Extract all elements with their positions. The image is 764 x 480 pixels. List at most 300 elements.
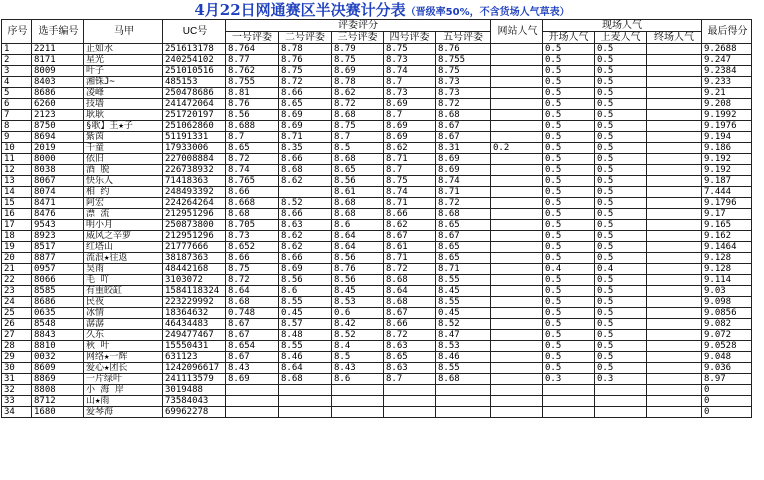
cell-live-mic: 0.5 [595, 220, 647, 231]
cell-uc: 18364632 [163, 308, 226, 319]
cell-uc: 69962278 [163, 407, 226, 418]
cell-judge-2: 8.56 [279, 275, 332, 286]
cell-vest: 红塔山 [84, 242, 163, 253]
cell-judge-2: 8.62 [279, 231, 332, 242]
cell-web [491, 187, 543, 198]
cell-judge-1: 8.66 [226, 187, 279, 198]
table-row [2, 66, 752, 77]
cell-final: 9.247 [702, 55, 752, 66]
cell-seq: 3 [2, 66, 32, 77]
cell-live-end [647, 220, 702, 231]
cell-seq: 28 [2, 341, 32, 352]
table-row [2, 198, 752, 209]
cell-judge-2: 8.72 [279, 77, 332, 88]
cell-live-end [647, 143, 702, 154]
cell-uc: 224264264 [163, 198, 226, 209]
header-judge-3: 三号评委 [332, 32, 384, 44]
cell-live-open: 0.5 [543, 352, 595, 363]
cell-uc: 251613178 [163, 44, 226, 55]
cell-final: 9.1796 [702, 198, 752, 209]
cell-judge-3: 8.42 [332, 319, 384, 330]
cell-web: 0.2 [491, 143, 543, 154]
table-row [2, 308, 752, 319]
cell-player-no: 8810 [32, 341, 84, 352]
cell-live-mic: 0.5 [595, 121, 647, 132]
table-row [2, 407, 752, 418]
cell-final: 9.162 [702, 231, 752, 242]
cell-player-no: 8171 [32, 55, 84, 66]
cell-player-no: 8869 [32, 374, 84, 385]
cell-seq: 21 [2, 264, 32, 275]
cell-live-open: 0.5 [543, 77, 595, 88]
table-row [2, 99, 752, 110]
cell-judge-2 [279, 187, 332, 198]
cell-judge-4: 8.75 [384, 176, 436, 187]
cell-final: 0 [702, 396, 752, 407]
cell-final: 9.233 [702, 77, 752, 88]
cell-seq: 23 [2, 286, 32, 297]
cell-judge-3: 8.56 [332, 176, 384, 187]
cell-judge-1: 8.654 [226, 341, 279, 352]
cell-web [491, 374, 543, 385]
cell-vest: 有重皎缸 [84, 286, 163, 297]
cell-judge-5: 8.68 [436, 110, 491, 121]
cell-player-no: 2019 [32, 143, 84, 154]
cell-seq: 1 [2, 44, 32, 55]
cell-judge-3: 8.45 [332, 286, 384, 297]
cell-judge-5: 8.55 [436, 275, 491, 286]
cell-judge-4: 8.68 [384, 297, 436, 308]
cell-vest: 湘铢J~ [84, 77, 163, 88]
cell-live-mic: 0.5 [595, 165, 647, 176]
cell-judge-1: 8.68 [226, 209, 279, 220]
cell-live-mic: 0.5 [595, 286, 647, 297]
cell-web [491, 121, 543, 132]
cell-judge-2: 8.57 [279, 319, 332, 330]
cell-live-end [647, 176, 702, 187]
cell-player-no: 2211 [32, 44, 84, 55]
cell-judge-3: 8.7 [332, 132, 384, 143]
cell-judge-4: 8.67 [384, 308, 436, 319]
cell-seq: 12 [2, 165, 32, 176]
cell-live-end [647, 55, 702, 66]
cell-player-no: 8877 [32, 253, 84, 264]
cell-live-open [543, 407, 595, 418]
cell-web [491, 407, 543, 418]
cell-judge-4: 8.73 [384, 55, 436, 66]
cell-live-end [647, 396, 702, 407]
cell-judge-4: 8.71 [384, 198, 436, 209]
cell-web [491, 308, 543, 319]
cell-uc: 250478686 [163, 88, 226, 99]
cell-web [491, 396, 543, 407]
cell-judge-1: 8.668 [226, 198, 279, 209]
cell-final: 9.192 [702, 154, 752, 165]
cell-seq: 34 [2, 407, 32, 418]
cell-final: 9.036 [702, 363, 752, 374]
table-row [2, 242, 752, 253]
header-player-no: 选手编号 [32, 20, 84, 44]
cell-judge-5: 8.73 [436, 77, 491, 88]
cell-seq: 30 [2, 363, 32, 374]
header-web: 网站人气 [491, 20, 543, 44]
cell-vest: §歌】王★子 [84, 121, 163, 132]
cell-web [491, 385, 543, 396]
cell-judge-1: 8.75 [226, 264, 279, 275]
cell-web [491, 77, 543, 88]
cell-vest: 阿宏 [84, 198, 163, 209]
cell-judge-5: 8.55 [436, 297, 491, 308]
cell-uc: 46434483 [163, 319, 226, 330]
cell-judge-1: 8.43 [226, 363, 279, 374]
cell-judge-2: 8.66 [279, 253, 332, 264]
cell-judge-5: 8.67 [436, 121, 491, 132]
cell-judge-2: 8.35 [279, 143, 332, 154]
cell-judge-3: 8.4 [332, 341, 384, 352]
cell-vest: 叶子 [84, 66, 163, 77]
cell-live-mic: 0.3 [595, 374, 647, 385]
cell-live-mic: 0.5 [595, 198, 647, 209]
cell-judge-5: 8.55 [436, 363, 491, 374]
cell-live-end [647, 242, 702, 253]
cell-final: 9.192 [702, 165, 752, 176]
cell-judge-1: 8.76 [226, 99, 279, 110]
cell-uc: 3019488 [163, 385, 226, 396]
table-row [2, 121, 752, 132]
cell-uc: 17933006 [163, 143, 226, 154]
cell-web [491, 319, 543, 330]
cell-player-no: 8074 [32, 187, 84, 198]
cell-vest: 小 海 岸 [84, 385, 163, 396]
cell-judge-2: 8.69 [279, 264, 332, 275]
cell-judge-4 [384, 396, 436, 407]
cell-judge-5: 8.67 [436, 231, 491, 242]
cell-live-open: 0.5 [543, 176, 595, 187]
cell-judge-4: 8.7 [384, 110, 436, 121]
cell-final: 9.098 [702, 297, 752, 308]
header-judge-4: 四号评委 [384, 32, 436, 44]
cell-uc: 223229992 [163, 297, 226, 308]
cell-judge-3: 8.43 [332, 363, 384, 374]
cell-seq: 11 [2, 154, 32, 165]
cell-judge-3 [332, 396, 384, 407]
cell-vest: 酒 脱 [84, 165, 163, 176]
table-row [2, 209, 752, 220]
cell-live-open: 0.5 [543, 110, 595, 121]
cell-final: 9.0856 [702, 308, 752, 319]
cell-judge-3: 8.65 [332, 165, 384, 176]
cell-live-end [647, 99, 702, 110]
cell-web [491, 132, 543, 143]
header-live-end: 终场人气 [647, 32, 702, 44]
cell-judge-4: 8.69 [384, 121, 436, 132]
cell-judge-1: 8.77 [226, 55, 279, 66]
cell-judge-1 [226, 385, 279, 396]
header-judge-1: 一号评委 [226, 32, 279, 44]
cell-judge-2: 8.69 [279, 121, 332, 132]
cell-judge-3: 8.76 [332, 264, 384, 275]
cell-live-mic: 0.5 [595, 363, 647, 374]
cell-web [491, 363, 543, 374]
cell-live-mic: 0.5 [595, 242, 647, 253]
cell-seq: 31 [2, 374, 32, 385]
cell-judge-4: 8.63 [384, 341, 436, 352]
cell-uc: 212951296 [163, 231, 226, 242]
cell-web [491, 154, 543, 165]
cell-judge-4: 8.68 [384, 275, 436, 286]
cell-live-open: 0.5 [543, 198, 595, 209]
cell-live-end [647, 407, 702, 418]
cell-vest: 技墙 [84, 99, 163, 110]
cell-judge-3: 8.52 [332, 330, 384, 341]
header-live-open: 开场人气 [543, 32, 595, 44]
cell-judge-2: 8.55 [279, 297, 332, 308]
cell-vest: 威风之辛萝 [84, 231, 163, 242]
header-judge-5: 五号评委 [436, 32, 491, 44]
cell-web [491, 99, 543, 110]
cell-live-open: 0.5 [543, 44, 595, 55]
cell-seq: 13 [2, 176, 32, 187]
cell-seq: 15 [2, 198, 32, 209]
cell-seq: 27 [2, 330, 32, 341]
cell-web [491, 55, 543, 66]
cell-judge-4: 8.61 [384, 242, 436, 253]
cell-judge-2: 0.45 [279, 308, 332, 319]
cell-vest: 快乐人 [84, 176, 163, 187]
cell-vest: 冰情 [84, 308, 163, 319]
table-row [2, 220, 752, 231]
cell-judge-4: 8.67 [384, 231, 436, 242]
cell-judge-1: 8.67 [226, 352, 279, 363]
cell-final: 9.082 [702, 319, 752, 330]
table-row [2, 176, 752, 187]
table-row [2, 187, 752, 198]
cell-uc: 212951296 [163, 209, 226, 220]
cell-judge-1: 8.762 [226, 66, 279, 77]
cell-player-no: 8517 [32, 242, 84, 253]
cell-web [491, 330, 543, 341]
cell-live-end [647, 352, 702, 363]
cell-final: 9.048 [702, 352, 752, 363]
cell-judge-1: 8.56 [226, 110, 279, 121]
cell-judge-2: 8.52 [279, 198, 332, 209]
table-row [2, 231, 752, 242]
cell-judge-3: 8.72 [332, 99, 384, 110]
cell-final: 9.208 [702, 99, 752, 110]
cell-judge-4: 8.7 [384, 77, 436, 88]
cell-seq: 26 [2, 319, 32, 330]
cell-judge-3 [332, 385, 384, 396]
table-row [2, 44, 752, 55]
cell-final: 9.1464 [702, 242, 752, 253]
cell-uc: 631123 [163, 352, 226, 363]
cell-live-open: 0.5 [543, 286, 595, 297]
cell-judge-1: 8.688 [226, 121, 279, 132]
cell-vest: 止如水 [84, 44, 163, 55]
cell-judge-3: 8.75 [332, 121, 384, 132]
cell-live-mic: 0.5 [595, 77, 647, 88]
cell-judge-5 [436, 407, 491, 418]
cell-uc: 240254102 [163, 55, 226, 66]
cell-live-open: 0.5 [543, 231, 595, 242]
cell-final: 0 [702, 385, 752, 396]
cell-judge-3: 8.68 [332, 110, 384, 121]
table-row [2, 77, 752, 88]
cell-judge-2: 8.6 [279, 286, 332, 297]
cell-live-mic: 0.5 [595, 66, 647, 77]
cell-player-no: 8009 [32, 66, 84, 77]
cell-web [491, 66, 543, 77]
cell-judge-3: 8.64 [332, 231, 384, 242]
cell-live-end [647, 209, 702, 220]
cell-live-end [647, 132, 702, 143]
cell-player-no: 8808 [32, 385, 84, 396]
cell-judge-3: 8.68 [332, 209, 384, 220]
cell-player-no: 8686 [32, 88, 84, 99]
cell-judge-2: 8.48 [279, 330, 332, 341]
table-row [2, 264, 752, 275]
cell-judge-2: 8.78 [279, 44, 332, 55]
cell-web [491, 209, 543, 220]
cell-seq: 33 [2, 396, 32, 407]
cell-judge-5: 8.755 [436, 55, 491, 66]
cell-seq: 9 [2, 132, 32, 143]
cell-uc: 250873800 [163, 220, 226, 231]
cell-live-end [647, 286, 702, 297]
cell-seq: 18 [2, 231, 32, 242]
cell-vest: 山★雨 [84, 396, 163, 407]
cell-uc: 1242096617 [163, 363, 226, 374]
cell-final: 9.194 [702, 132, 752, 143]
cell-judge-5: 8.71 [436, 264, 491, 275]
cell-judge-1: 8.72 [226, 275, 279, 286]
cell-web [491, 264, 543, 275]
cell-final: 9.03 [702, 286, 752, 297]
cell-judge-3: 8.6 [332, 220, 384, 231]
cell-live-open: 0.5 [543, 330, 595, 341]
cell-live-open: 0.5 [543, 363, 595, 374]
cell-final: 8.97 [702, 374, 752, 385]
cell-web [491, 44, 543, 55]
cell-judge-2: 8.66 [279, 88, 332, 99]
cell-vest: 一片绿叶 [84, 374, 163, 385]
cell-player-no: 8476 [32, 209, 84, 220]
cell-live-mic: 0.5 [595, 88, 647, 99]
header-uc: UC号 [163, 20, 226, 44]
cell-judge-4 [384, 407, 436, 418]
cell-live-mic: 0.5 [595, 253, 647, 264]
cell-player-no: 0032 [32, 352, 84, 363]
cell-final: 9.072 [702, 330, 752, 341]
table-row [2, 374, 752, 385]
cell-live-open [543, 396, 595, 407]
cell-uc: 71418363 [163, 176, 226, 187]
cell-uc: 1584118324 [163, 286, 226, 297]
cell-uc: 48442168 [163, 264, 226, 275]
table-row [2, 88, 752, 99]
cell-judge-4: 8.72 [384, 264, 436, 275]
cell-judge-5 [436, 396, 491, 407]
cell-web [491, 275, 543, 286]
cell-live-mic [595, 407, 647, 418]
cell-live-mic: 0.5 [595, 187, 647, 198]
cell-live-open: 0.5 [543, 319, 595, 330]
cell-player-no: 8038 [32, 165, 84, 176]
header-final: 最后得分 [702, 20, 752, 44]
table-row [2, 352, 752, 363]
cell-uc: 241472064 [163, 99, 226, 110]
cell-seq: 2 [2, 55, 32, 66]
cell-live-mic: 0.5 [595, 99, 647, 110]
cell-judge-1: 8.652 [226, 242, 279, 253]
title-main: 4月22日网通赛区半决赛计分表 [194, 1, 406, 19]
cell-judge-1: 8.73 [226, 231, 279, 242]
cell-live-open: 0.5 [543, 275, 595, 286]
cell-seq: 25 [2, 308, 32, 319]
table-row [2, 253, 752, 264]
cell-judge-4: 8.71 [384, 154, 436, 165]
cell-judge-3: 8.68 [332, 154, 384, 165]
cell-web [491, 88, 543, 99]
cell-vest: 星光 [84, 55, 163, 66]
cell-judge-5: 8.72 [436, 99, 491, 110]
cell-judge-2: 8.76 [279, 55, 332, 66]
cell-uc: 51191331 [163, 132, 226, 143]
cell-player-no: 1680 [32, 407, 84, 418]
cell-judge-4: 8.74 [384, 66, 436, 77]
cell-judge-1: 8.65 [226, 143, 279, 154]
cell-web [491, 220, 543, 231]
cell-live-mic: 0.5 [595, 319, 647, 330]
cell-uc: 251062860 [163, 121, 226, 132]
cell-judge-5: 8.69 [436, 165, 491, 176]
cell-judge-5: 8.71 [436, 187, 491, 198]
cell-judge-2: 8.63 [279, 220, 332, 231]
cell-uc: 38187363 [163, 253, 226, 264]
cell-live-end [647, 253, 702, 264]
cell-web [491, 198, 543, 209]
cell-judge-4: 8.62 [384, 220, 436, 231]
table-row [2, 396, 752, 407]
cell-player-no: 8686 [32, 297, 84, 308]
cell-seq: 32 [2, 385, 32, 396]
cell-web [491, 242, 543, 253]
cell-seq: 24 [2, 297, 32, 308]
cell-live-end [647, 77, 702, 88]
cell-judge-2: 8.64 [279, 363, 332, 374]
cell-judge-2: 8.66 [279, 209, 332, 220]
cell-judge-2 [279, 396, 332, 407]
cell-seq: 29 [2, 352, 32, 363]
cell-judge-2 [279, 385, 332, 396]
cell-live-mic: 0.5 [595, 132, 647, 143]
cell-live-end [647, 308, 702, 319]
cell-live-open: 0.5 [543, 297, 595, 308]
cell-seq: 14 [2, 187, 32, 198]
cell-live-mic: 0.5 [595, 308, 647, 319]
cell-judge-3: 8.75 [332, 55, 384, 66]
cell-live-mic: 0.5 [595, 143, 647, 154]
cell-judge-4: 8.63 [384, 363, 436, 374]
cell-final: 9.0528 [702, 341, 752, 352]
cell-judge-4: 8.7 [384, 374, 436, 385]
cell-final: 9.128 [702, 264, 752, 275]
cell-judge-1: 8.81 [226, 88, 279, 99]
cell-uc: 227008884 [163, 154, 226, 165]
cell-live-mic: 0.5 [595, 110, 647, 121]
cell-uc: 241113579 [163, 374, 226, 385]
cell-live-open: 0.3 [543, 374, 595, 385]
